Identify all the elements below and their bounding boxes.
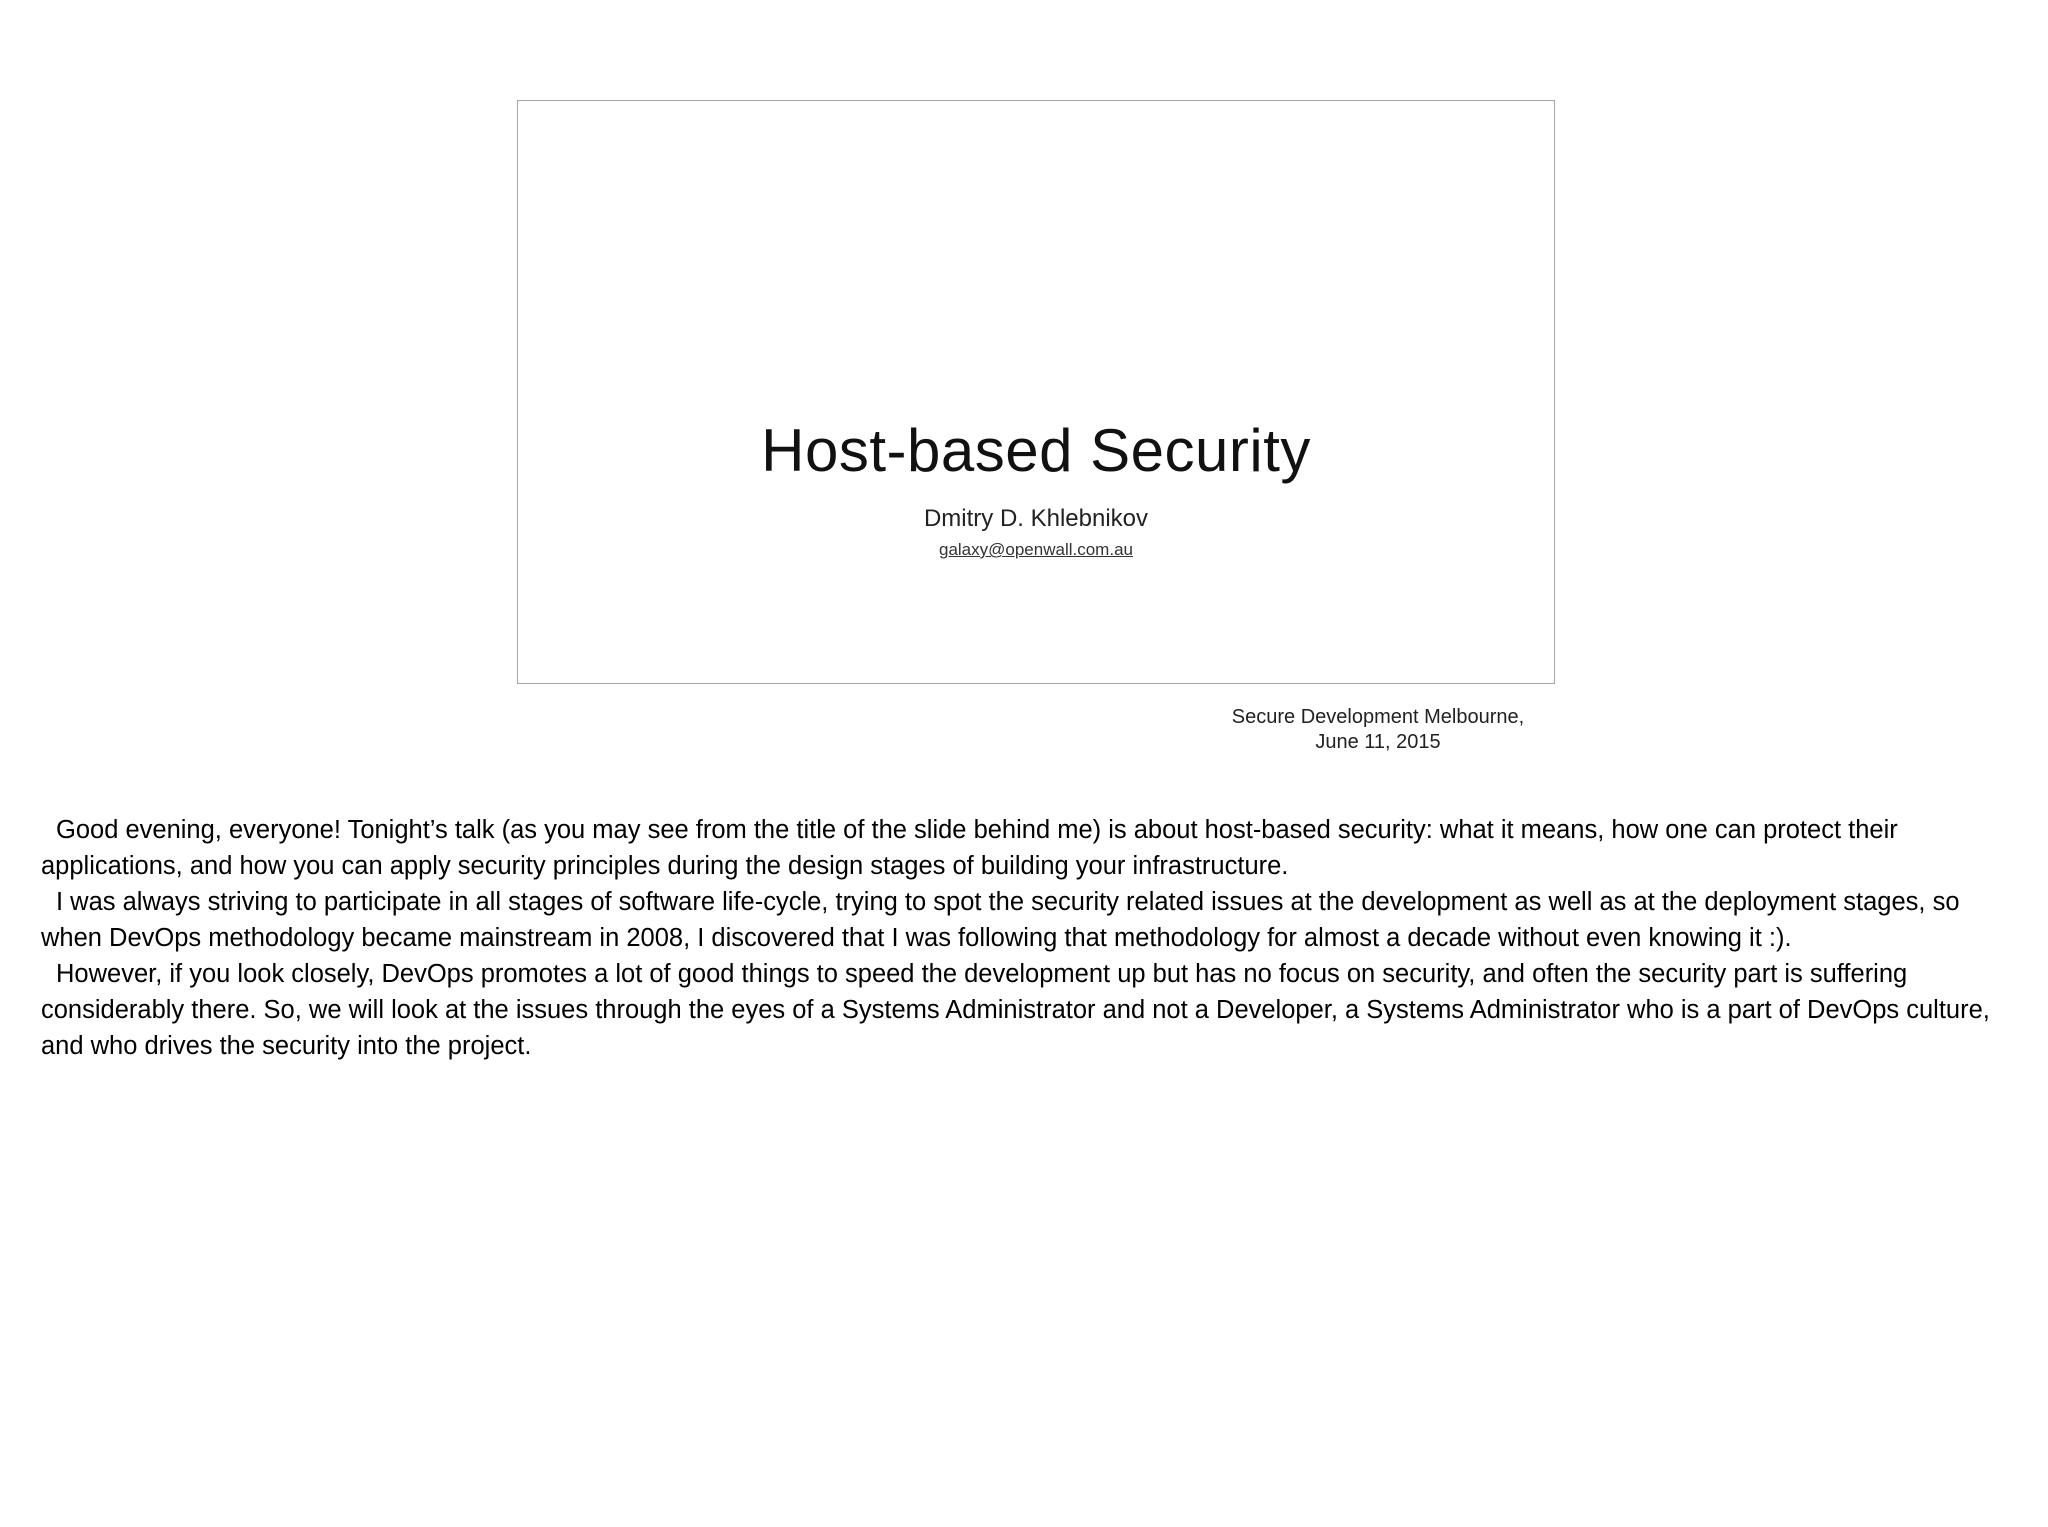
- slide-event-info: [1208, 705, 1548, 755]
- slide-email-link[interactable]: galaxy@openwall.com.au: [939, 540, 1133, 559]
- slide-author: Dmitry D. Khlebnikov: [923, 505, 1149, 532]
- notes-paragraph: Good evening, everyone! Tonight’s talk (as you may see from the title of the slide behind me) is about host-based security: what it means, how one can protect their applications, and how you can apply security principles during the design stages of building your infrastructure.: [41, 816, 1898, 880]
- slide-event-name: Secure Development Melbourne,: [1231, 706, 1525, 728]
- slide-title: Host-based Security: [761, 417, 1311, 484]
- slide-thumbnail: [517, 100, 1555, 753]
- speaker-notes: [41, 812, 2021, 1064]
- slide-event-date: June 11, 2015: [1315, 731, 1441, 753]
- notes-paragraph: I was always striving to participate in all stages of software life-cycle, trying to spot the security related issues at the development as well as at the deployment stages, so when DevOps methodology became mainstream in 2008, I discovered that I was following that methodology for almost a decade without even knowing it :).: [41, 888, 1960, 952]
- notes-paragraph: However, if you look closely, DevOps promotes a lot of good things to speed the development up but has no focus on security, and often the security part is suffering considerably there. So, we will look at the issues through the eyes of a Systems Administrator and not a Developer, a Systems Administrator who is a part of DevOps culture, and who drives the security into the project.: [41, 960, 1990, 1060]
